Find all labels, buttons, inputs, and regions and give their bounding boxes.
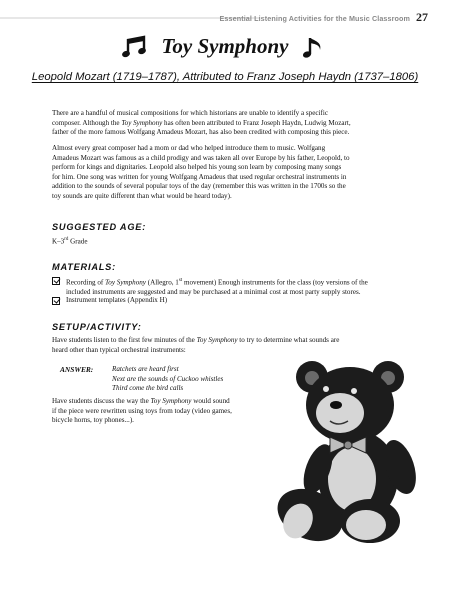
text-line: toy sounds are quite different than what would be heard today). [52,191,232,200]
answer-item: Next are the sounds of Cuckoo whistles [112,374,224,383]
answer-label: ANSWER: [60,365,94,374]
bear-eye [323,386,329,392]
setup-paragraph-2 [52,397,282,426]
text-line: Almost every great composer had a mom or dad who helped introduce them to music. Wolfgang [52,144,326,152]
text-run: Have students listen to the first few minutes of the [52,336,197,344]
bear-muzzle [316,393,364,433]
setup-paragraph-1 [52,336,422,355]
text-run: Have students discuss the way the [52,397,151,405]
checkbox-icon [52,297,60,305]
suggested-age-heading: SUGGESTED AGE: [52,222,147,232]
subtitle: Leopold Mozart (1719–1787), Attributed to Franz Joseph Haydn (1737–1806) [31,71,419,83]
text-run: has often been attributed to Franz Joseph Haydn, Ludwig Mozart, [162,118,351,127]
page-title: Toy Symphony [161,34,289,58]
bear-eye [351,388,357,394]
text-line [52,397,282,407]
text-line: There are a handful of musical compositions for which historians are unable to identify a specific [52,109,328,117]
bear-nose [330,401,342,409]
title-block [0,34,450,68]
suggested-age-value [52,235,422,247]
text-line: included instruments are suggested and may be purchased at a minimal cost at most party supply stores. [66,287,361,296]
work-title: Toy Symphony [121,118,163,127]
materials-item-recording [52,276,424,298]
page-number: 27 [416,10,428,24]
text-run: st [178,278,183,283]
music-note-icon [122,35,150,59]
materials-heading: MATERIALS: [52,262,116,272]
text-line: if the piece were rewritten using toys from today (video games, [52,406,232,415]
work-title: Toy Symphony [150,397,192,405]
text-run: movement) Enough instruments for the class (toy versions of the [182,278,368,287]
text-line: bicycle horns, toy phones...). [52,416,134,425]
text-run: would sound [191,397,230,405]
text-line [52,336,422,346]
answer-item: Ratchets are heard first [112,365,179,373]
text-run: Grade [68,237,88,246]
text-run: composer. Although the [52,118,122,127]
text-run: Recording of [66,278,106,287]
intro-paragraph-1 [52,109,422,138]
text-line [52,119,422,129]
text-line: father of the more famous Wolfgang Amadeus Mozart, has also been credited with composing this piece. [52,128,350,137]
music-note-icon [300,35,328,59]
work-title: Toy Symphony [105,278,146,287]
running-title: Essential Listening Activities for the Music Classroom [219,14,410,23]
text-run: to try to determine what sounds are [237,336,340,344]
materials-item-templates [52,296,424,306]
text-line: perform for kings and dignitaries. Leopold also helped his young son learn by composing many songs [52,163,342,172]
text-line: for him. One song was written for young Wolfgang Amadeus that used regular orchestral instruments in [52,172,347,181]
setup-heading: SETUP/ACTIVITY: [52,322,142,332]
text-line [66,276,368,288]
text-line: Amadeus Mozart was famous as a child prodigy and was taken all over Europe by his father, Leopold, to [52,153,350,162]
bear-foot-pad [346,510,386,540]
bow-tie-knot [344,441,352,449]
text-run: rd [64,237,69,242]
teddy-bear-illustration [270,355,420,550]
intro-paragraph-2 [52,144,422,202]
answer-item: Third come the bird calls [112,384,184,393]
materials-item-text: Instrument templates (Appendix H) [66,296,168,304]
text-run: (Allegro, 1 [145,278,179,287]
text-line: addition to the sounds of several popular toys of the day (remember this was written in the 1700s so the [52,182,346,191]
materials-item-text [66,276,368,298]
text-line: heard other than typical orchestral instruments: [52,345,186,354]
checkbox-icon [52,277,60,285]
text-run: K–3 [52,237,65,246]
work-title: Toy Symphony [196,336,238,344]
